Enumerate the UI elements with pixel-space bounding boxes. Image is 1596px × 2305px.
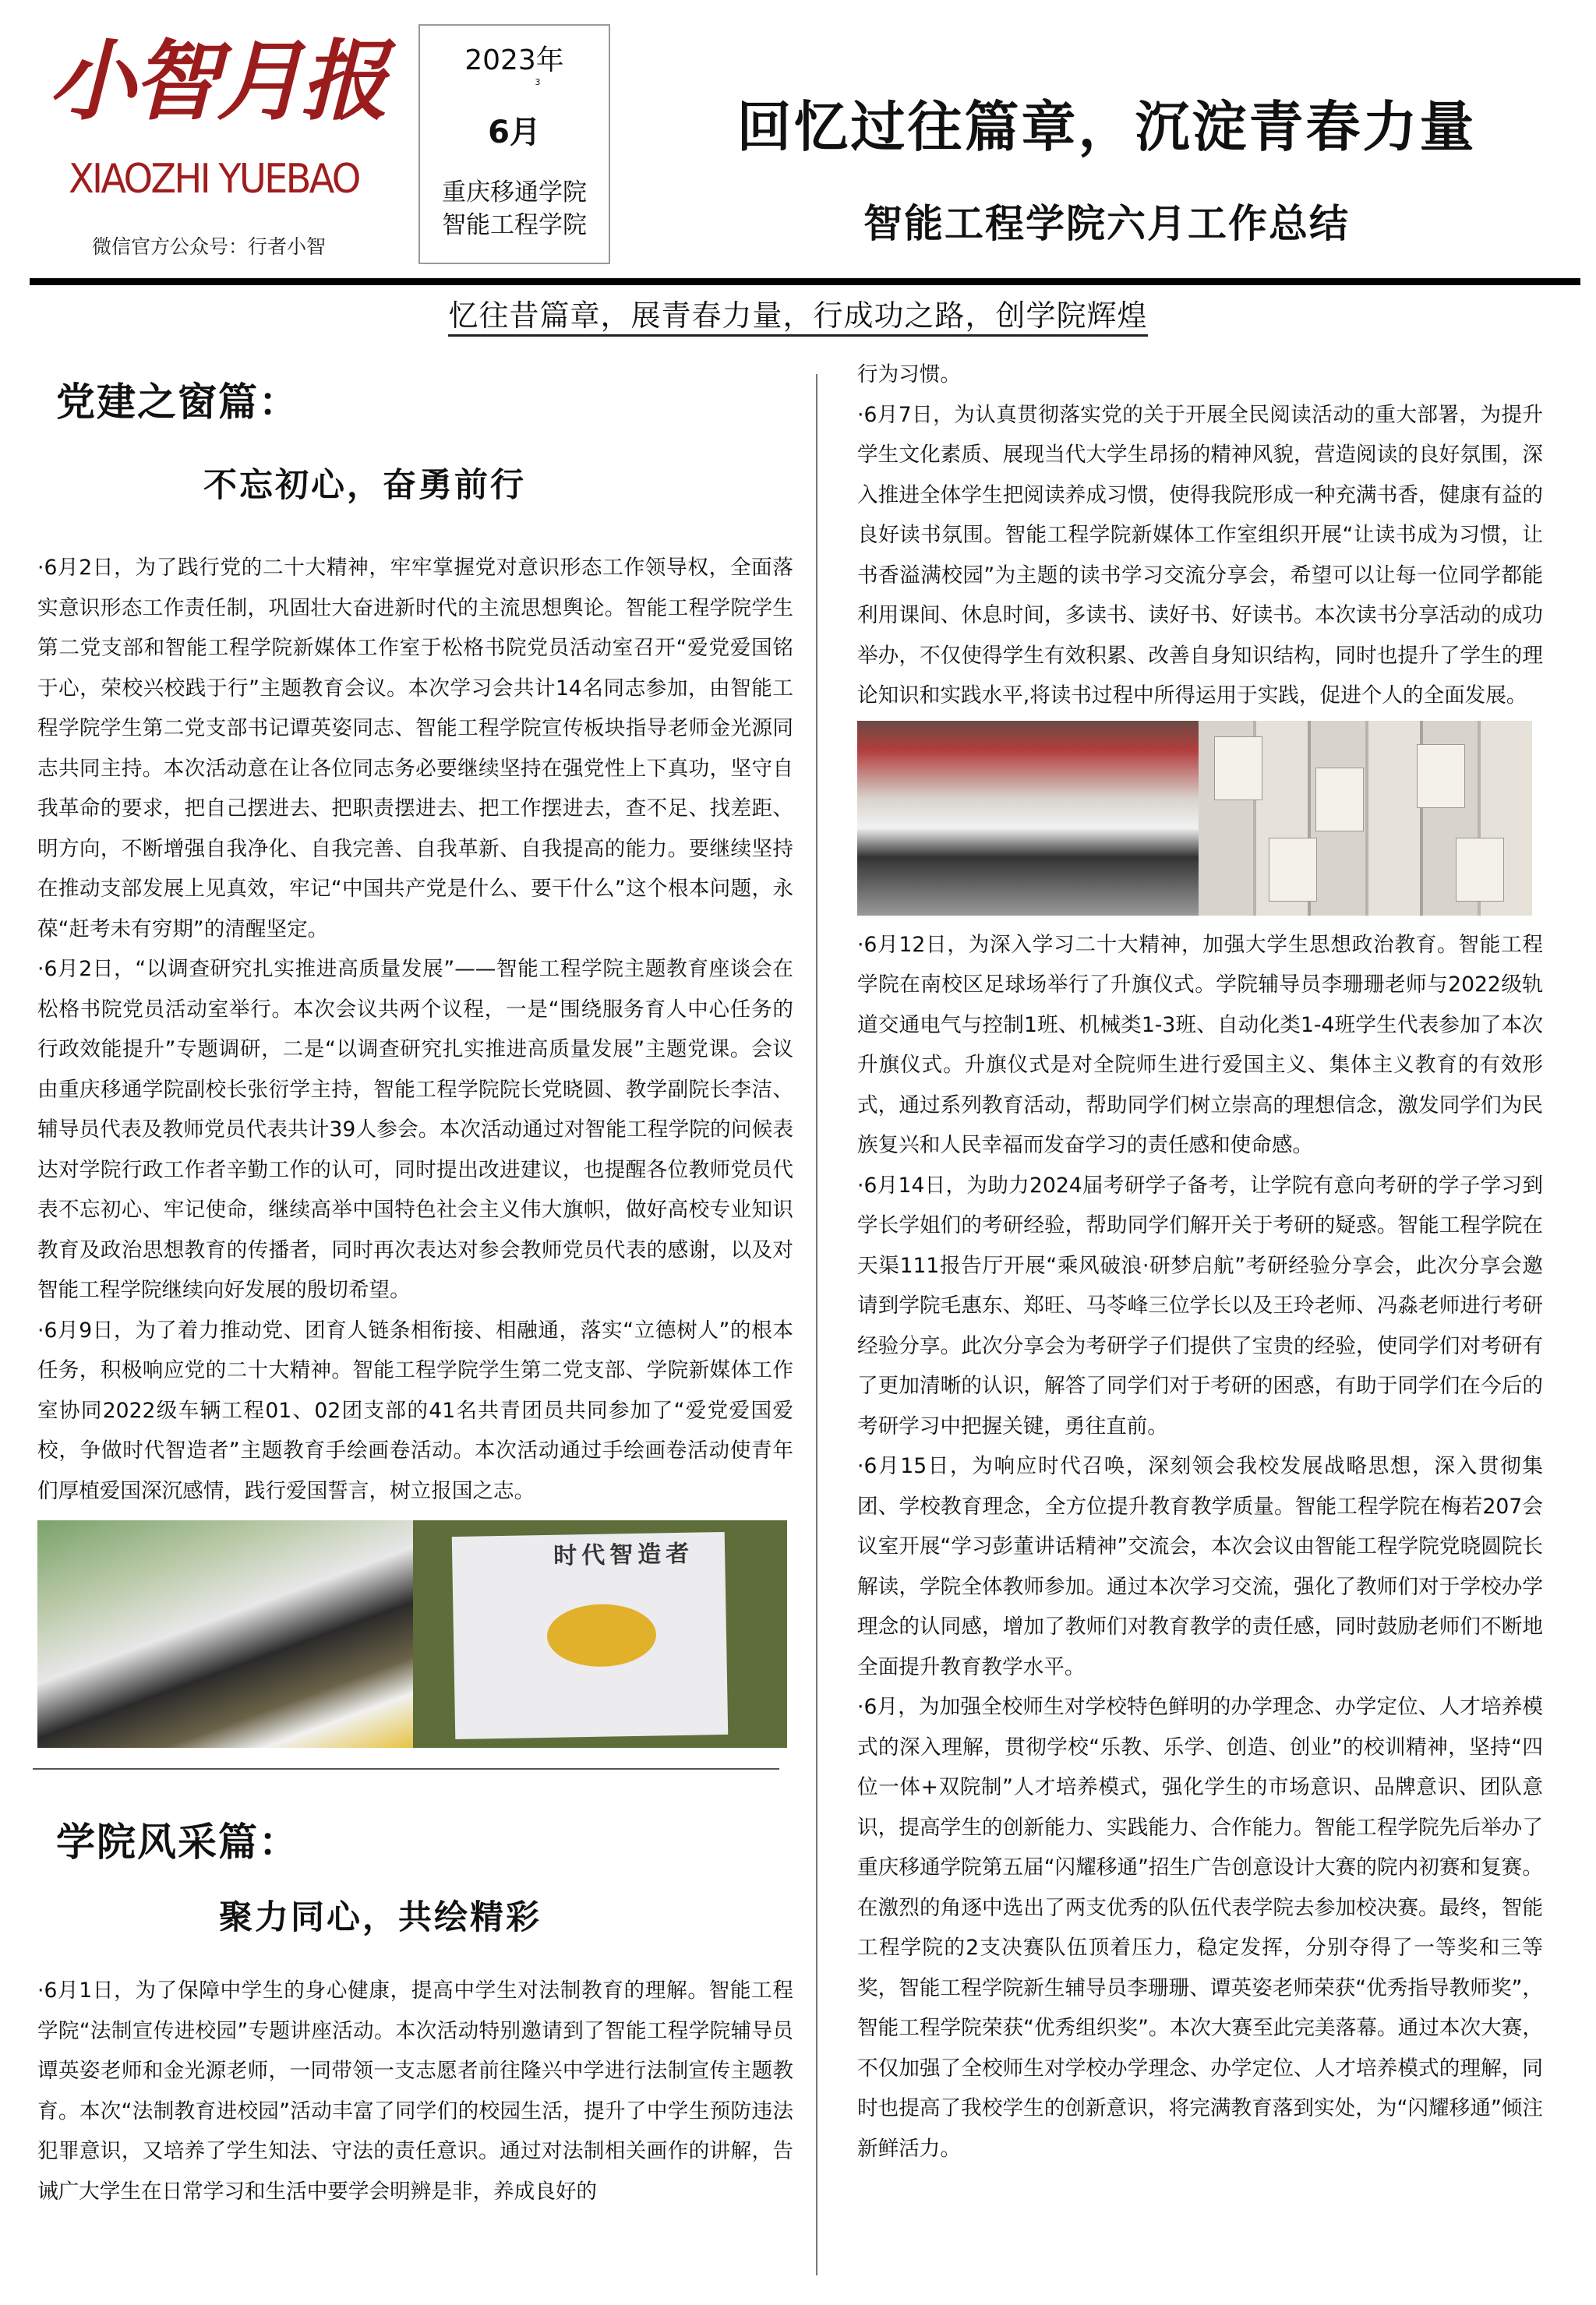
article-paragraph: ·6月12日，为深入学习二十大精神，加强大学生思想政治教育。智能工程学院在南校区足球场举行了升旗仪式。学院辅导员李珊珊老师与2022级轨道交通电气与控制1班、机械类1-3班、自动化类1-4班学生代表参加了本次升旗仪式。升旗仪式是对全院师生进行爱国主义、集体主义教育的有效形式，通过系列教育活动，帮助同学们树立崇高的理想信念，激发同学们为民族复兴和人民幸福而发奋学习的责任感和使命感。 <box>857 932 1543 1157</box>
logo-wordmark: 小智月报 <box>48 30 385 132</box>
article-paragraph: ·6月15日，为响应时代召唤，深刻领会我校发展战略思想，深入贯彻集团、学校教育理念，全方位提升教育教学质量。智能工程学院在梅若207会议室开展“学习彭董讲话精神”交流会，本次会议由智能工程学院党晓圆院长解读，学院全体教师参加。通过本次学习交流，强化了教师们对于学校办学理念的认同感，增加了教师们对教育教学的责任感，同时鼓励老师们不断地全面提升教育教学水平。 <box>857 1454 1543 1679</box>
scroll-emblem <box>546 1604 656 1668</box>
org-university: 重庆移通学院 <box>442 178 587 206</box>
article-paragraph: ·6月，为加强全校师生对学校特色鲜明的办学理念、办学定位、人才培养模式的深入理解，贯彻学校“乐教、乐学、创造、创业”的校训精神，坚持“四位一体+双院制”人才培养模式，强化学生的市场意识、品牌意识、团队意识，提高学生的创新能力、实践能力、合作能力。智能工程学院先后举办了重庆移通学院第五届“闪耀移通”招生广告创意设计大赛的院内初赛和复赛。在激烈的角逐中选出了两支优秀的队伍代表学院去参加校决赛。最终，智能工程学院的2支决赛队伍顶着压力，稳定发挥，分别夺得了一等奖和三等奖，智能工程学院新生辅导员李珊珊、谭英姿老师荣获“优秀指导教师奖”，智能工程学院荣获“优秀组织奖”。本次大赛至此完美落幕。通过本次大赛，不仅加强了全校师生对学校办学理念、办学定位、人才培养模式的理解，同时也提高了我校学生的创新意识，将完满教育落到实处，为“闪耀移通”倾注新鲜活力。 <box>857 1695 1543 2161</box>
article-paragraph-continued: 行为习惯。 <box>857 362 961 387</box>
article-paragraph: ·6月7日，为认真贯彻落实党的关于开展全民阅读活动的重大部署，为提升学生文化素质、展现当代大学生昂扬的精神风貌，营造阅读的良好氛围，深入推进全体学生把阅读养成习惯，使得我院形成一种充满书香，健康有益的良好读书氛围。智能工程学院新媒体工作室组织开展“让读书成为习惯，让书香溢满校园”为主题的读书学习交流分享会，希望可以让每一位同学都能利用课间、休息时间，多读书、读好书、好读书。本次读书分享活动的成功举办，不仅使得学生有效积累、改善自身知识结构，同时也提升了学生的理论知识和实践水平,将读书过程中所得运用于实践，促进个人的全面发展。 <box>857 402 1543 708</box>
photo-students-painting <box>37 1520 413 1748</box>
issue-date-box <box>418 24 610 264</box>
article-paragraph: ·6月9日，为了着力推动党、团育人链条相衔接、相融通，落实“立德树人”的根本任务，积极响应党的二十大精神。智能工程学院学生第二党支部、学院新媒体工作室协同2022级车辆工程01、02团支部的41名共青团员共同参加了“爱党爱国爱校，争做时代智造者”主题教育手绘画卷活动。本次活动通过手绘画卷活动使青年们厚植爱国深沉感情，践行爱国誓言，树立报国之志。 <box>37 1318 793 1503</box>
reading-photo-row <box>857 721 1543 916</box>
right-column <box>857 355 1543 2169</box>
org-college: 智能工程学院 <box>442 211 587 239</box>
party-photo-row <box>37 1520 793 1748</box>
tagline-text: 忆往昔篇章，展青春力量，行成功之路，创学院辉煌 <box>448 298 1147 337</box>
photo-aerial-scroll <box>413 1520 787 1748</box>
column-divider <box>816 374 817 2275</box>
section-title-party: 党建之窗篇： <box>56 379 299 425</box>
college-articles-right <box>857 925 1543 2169</box>
photo-reading-group <box>857 721 1199 916</box>
page-title: 回忆过往篇章，沉淀青春力量 <box>736 95 1477 159</box>
issue-month: 6月 <box>488 115 541 150</box>
party-articles <box>37 548 793 1511</box>
scroll-canvas <box>452 1532 728 1739</box>
note-card <box>1214 736 1262 800</box>
article-paragraph: ·6月2日，“以调查研究扎实推进高质量发展”——智能工程学院主题教育座谈会在松格书院党员活动室举行。本次会议共两个议程，一是“围绕服务育人中心任务的行政效能提升”专题调研，二是“以调查研究扎实推进高质量发展”主题党课。会议由重庆移通学院副校长张衍学主持，智能工程学院院长党晓圆、教学副院长李洁、辅导员代表及教师党员代表共计39人参会。本次活动通过对智能工程学院的问候表达对学院行政工作者辛勤工作的认可，同时提出改进建议，也提醒各位教师党员代表不忘初心、牢记使命，继续高举中国特色社会主义伟大旗帜，做好高校专业知识教育及政治思想教育的传播者，同时再次表达对参会教师党员代表的感谢，以及对智能工程学院继续向好发展的殷切希望。 <box>37 957 793 1302</box>
page-subtitle: 智能工程学院六月工作总结 <box>863 201 1350 246</box>
note-card <box>1315 768 1364 831</box>
scroll-banner-text: 时代智造者 <box>553 1540 694 1570</box>
tagline <box>0 296 1596 341</box>
logo-english: XIAOZHI YUEBAO <box>69 156 359 203</box>
college-article-left <box>37 1971 793 2211</box>
section-title-college: 学院风采篇： <box>56 1820 299 1865</box>
note-card <box>1417 744 1465 808</box>
article-paragraph: ·6月1日，为了保障中学生的身心健康，提高中学生对法制教育的理解。智能工程学院“法制宣传进校园”专题讲座活动。本次活动特别邀请到了智能工程学院辅导员谭英姿老师和金光源老师，一同带领一支志愿者前往隆兴中学进行法制宣传主题教育。本次“法制教育进校园”活动丰富了同学们的校园生活，提升了中学生预防违法犯罪意识，又培养了学生知法、守法的责任意识。通过对法制相关画作的讲解，告诫广大学生在日常学习和生活中要学会明辨是非，养成良好的 <box>37 1978 793 2204</box>
issue-year: 2023年 <box>464 44 564 76</box>
note-card <box>1456 838 1504 902</box>
masthead-divider <box>30 278 1580 285</box>
article-paragraph: ·6月14日，为助力2024届考研学子备考，让学院有意向考研的学子学习到学长学姐们的考研经验，帮助同学们解开关于考研的疑惑。智能工程学院在天渠111报告厅开展“乘风破浪·研梦启航”考研经验分享会，此次分享会邀请到学院毛惠东、郑旺、马苓峰三位学长以及王玲老师、冯淼老师进行考研经验分享。此次分享会为考研学子们提供了宝贵的经验，使同学们对考研有了更加清晰的认识，解答了同学们对于考研的困惑，有助于同学们在今后的考研学习中把握关键，勇往直前。 <box>857 1173 1543 1438</box>
section-subtitle-college: 聚力同心，共绘精彩 <box>219 1898 542 1937</box>
photo-reading-notes <box>1199 721 1532 916</box>
issue-tiny-mark: 3 <box>535 77 541 87</box>
wechat-account: 微信官方公众号：行者小智 <box>92 235 327 258</box>
note-card <box>1269 838 1317 902</box>
college-articles-right-top <box>857 355 1543 716</box>
section-divider <box>33 1768 779 1770</box>
left-column <box>37 378 793 2211</box>
section-subtitle-party: 不忘初心，奋勇前行 <box>203 466 526 505</box>
article-paragraph: ·6月2日，为了践行党的二十大精神，牢牢掌握党对意识形态工作领导权，全面落实意识形态工作责任制，巩固壮大奋进新时代的主流思想舆论。智能工程学院学生第二党支部和智能工程学院新媒体工作室于松格书院党员活动室召开“爱党爱国铭于心，荣校兴校践于行”主题教育会议。本次学习会共计14名同志参加，由智能工程学院学生第二党支部书记谭英姿同志、智能工程学院宣传板块指导老师金光源同志共同主持。本次活动意在让各位同志务必要继续坚持在强党性上下真功，坚守自我革命的要求，把自己摆进去、把职责摆进去、把工作摆进去，查不足、找差距、明方向，不断增强自我净化、自我完善、自我革新、自我提高的能力。要继续坚持在推动支部发展上见真效，牢记“中国共产党是什么、要干什么”这个根本问题，永葆“赶考未有穷期”的清醒坚定。 <box>37 556 793 941</box>
